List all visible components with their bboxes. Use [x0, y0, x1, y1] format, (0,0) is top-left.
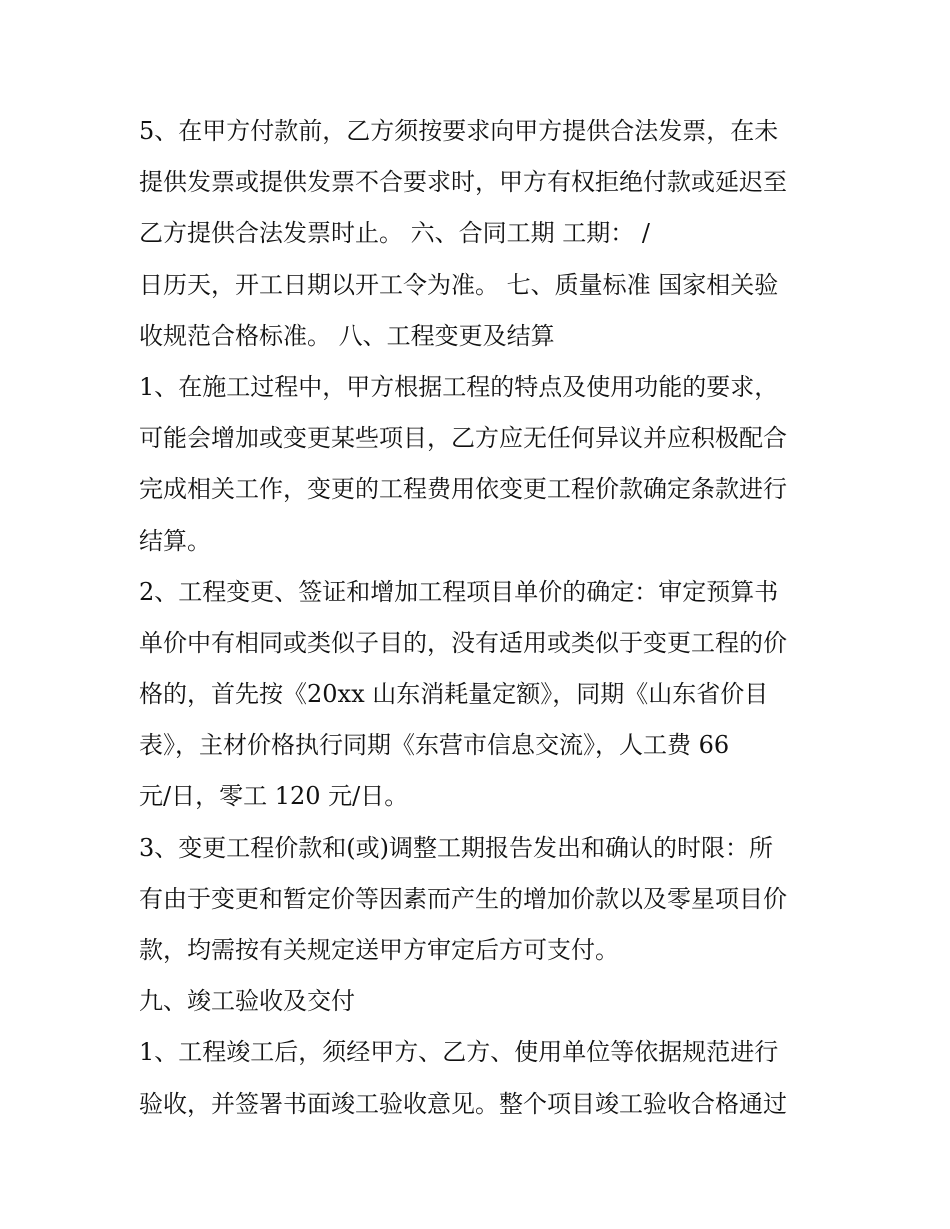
text-line: 验收，并签署书面竣工验收意见。整个项目竣工验收合格通过	[139, 1089, 787, 1118]
text-line: 收规范合格标准。 八、工程变更及结算	[139, 321, 555, 350]
text-line: 可能会增加或变更某些项目，乙方应无任何异议并应积极配合	[139, 424, 787, 453]
text-line: 完成相关工作，变更的工程费用依变更工程价款确定条款进行	[139, 475, 787, 504]
text-line: 日历天，开工日期以开工令为准。 七、质量标准 国家相关验	[139, 270, 779, 299]
text-line: 元/日，零工 120 元/日。	[139, 782, 409, 811]
text-line: 1、工程竣工后，须经甲方、乙方、使用单位等依据规范进行	[139, 1038, 779, 1067]
text-line: 提供发票或提供发票不合要求时，甲方有权拒绝付款或延迟至	[139, 168, 787, 197]
text-line: 2、工程变更、签证和增加工程项目单价的确定：审定预算书	[139, 577, 779, 606]
text-line: 表》，主材价格执行同期《东营市信息交流》，人工费 66	[139, 731, 730, 760]
text-line: 结算。	[139, 526, 211, 555]
text-line: 1、在施工过程中，甲方根据工程的特点及使用功能的要求，	[139, 372, 779, 401]
text-line: 单价中有相同或类似子目的，没有适用或类似于变更工程的价	[139, 628, 787, 657]
contract-text-body	[139, 106, 819, 1130]
text-line: 3、变更工程价款和(或)调整工期报告发出和确认的时限：所	[139, 833, 773, 862]
text-line: 5、在甲方付款前，乙方须按要求向甲方提供合法发票，在未	[139, 117, 779, 145]
text-line: 乙方提供合法发票时止。 六、合同工期 工期： /	[139, 219, 650, 248]
text-line: 款，均需按有关规定送甲方审定后方可支付。	[139, 936, 619, 964]
text-line: 格的，首先按《20xx 山东消耗量定额》，同期《山东省价目	[139, 680, 769, 709]
text-line: 有由于变更和暂定价等因素而产生的增加价款以及零星项目价	[139, 884, 787, 913]
text-line: 九、竣工验收及交付	[139, 987, 355, 1016]
